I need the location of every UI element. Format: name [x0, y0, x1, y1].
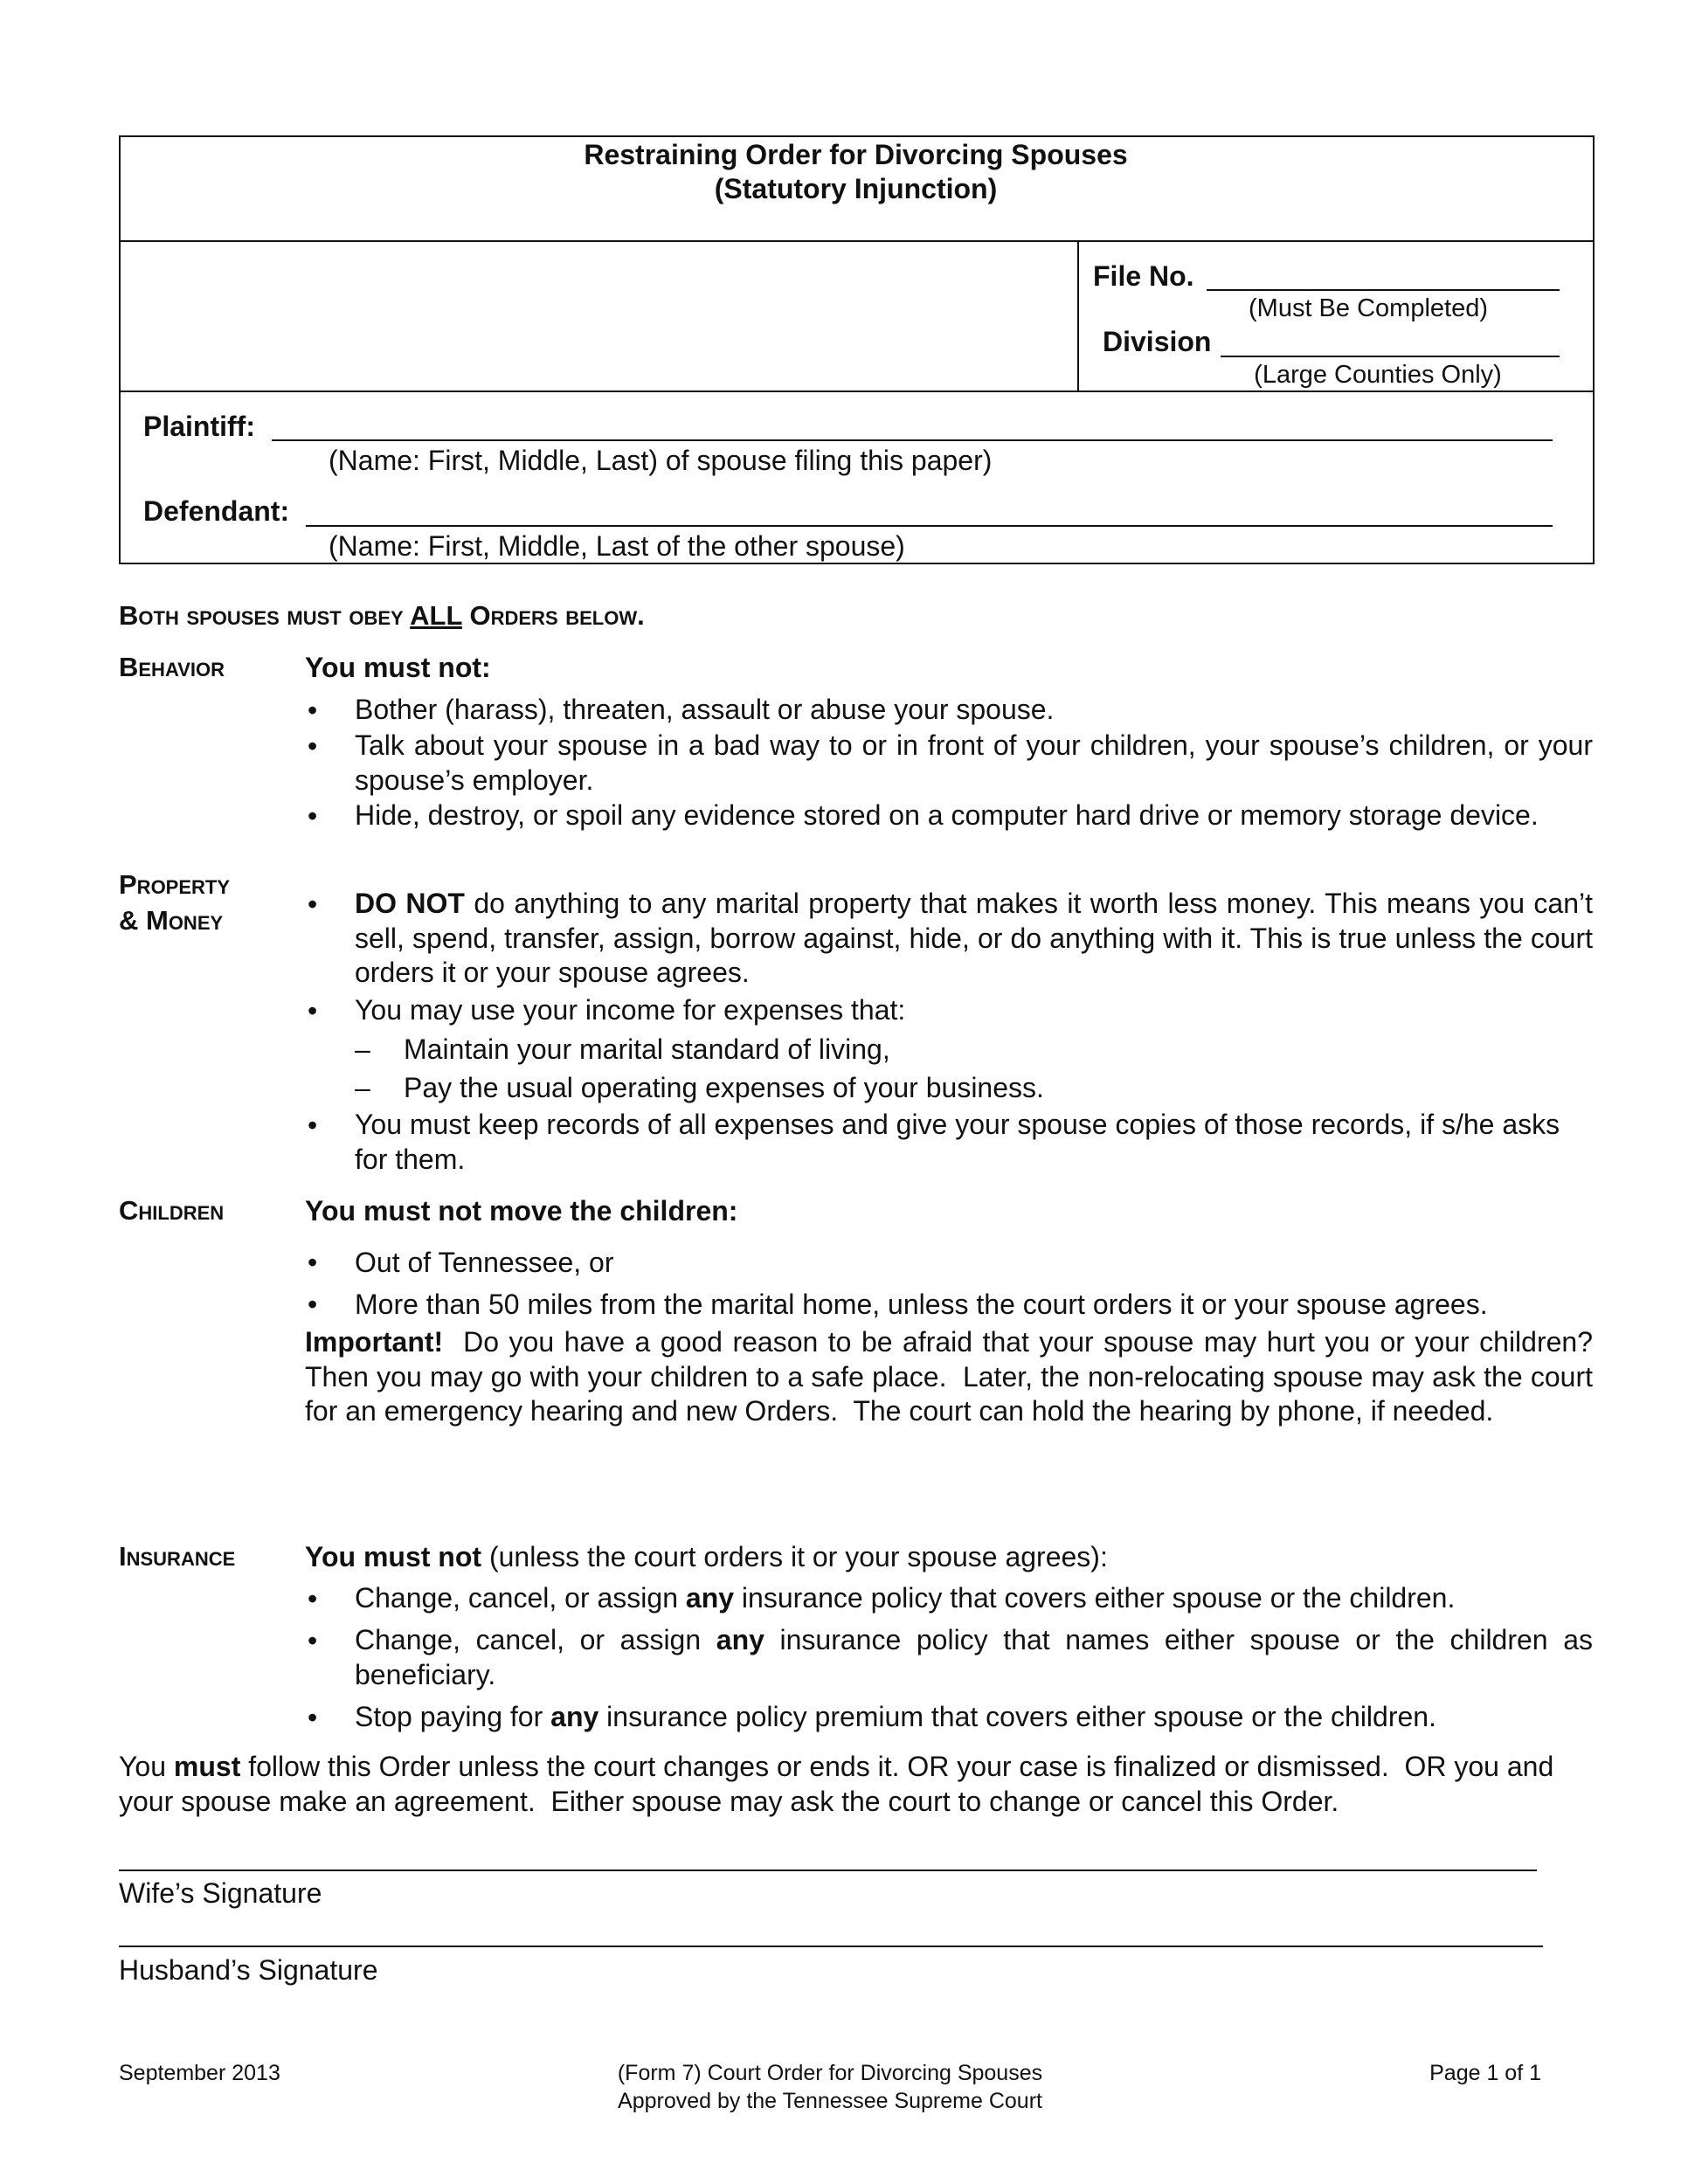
property-emph: DO NOT: [355, 888, 465, 919]
behavior-item: Talk about your spouse in a bad way to or in front of your children, your spouse’s children, or your spouse’s employer.: [355, 729, 1593, 796]
footer-form: (Form 7) Court Order for Divorcing Spouses: [617, 2061, 1043, 2085]
page-title: Restraining Order for Divorcing Spouses: [584, 139, 1128, 170]
bullet-icon: •: [308, 995, 318, 1026]
bullet-icon: •: [308, 1247, 318, 1278]
important-note: [305, 1325, 1601, 1429]
property-item: [355, 887, 1593, 991]
bullet-icon: •: [308, 1702, 318, 1733]
insurance-lead-bold: You must not: [305, 1541, 482, 1572]
intro-post: Orders below.: [461, 600, 645, 631]
bullet-icon: •: [308, 730, 318, 762]
insurance-lead: [305, 1539, 1108, 1574]
important-text: Do you have a good reason to be afraid that your spouse may hurt you or your children? Then you may go with your children to a safe place. Later, the non-relocating spouse may ask the court for an emergency hearing and new Orders. The court can hold the hearing by phone, if needed.: [305, 1326, 1601, 1427]
behavior-item: Bother (harass), threaten, assault or abuse your spouse.: [355, 694, 1055, 725]
closing-paragraph: [119, 1750, 1613, 1819]
footer-date: September 2013: [119, 2061, 280, 2085]
closing-text: follow this Order unless the court changes or ends it. OR your case is finalized or dismissed. OR you and your spouse make an agreement. Either spouse may ask the court to change or cancel this Order.: [119, 1751, 1562, 1817]
insurance-item-text: insurance policy that names either spouse or the children as beneficiary.: [355, 1624, 1594, 1690]
husband-signature-label: Husband’s Signature: [119, 1954, 378, 1986]
intro-emph: ALL: [410, 600, 462, 631]
section-label-insurance: Insurance: [119, 1541, 236, 1572]
insurance-item-emph: any: [716, 1624, 764, 1655]
bullet-icon: •: [308, 1109, 318, 1141]
bullet-icon: •: [308, 1289, 318, 1320]
behavior-item: Hide, destroy, or spoil any evidence stored on a computer hard drive or memory storage device.: [355, 799, 1539, 831]
intro-heading: [119, 598, 645, 633]
property-text: do anything to any marital property that makes it worth less money. This means you can’t sell, spend, transfer, assign, borrow against, hide, or do anything with it. This is true unless the court orders it or your spouse agrees.: [355, 888, 1594, 988]
section-label-property: Property: [119, 869, 231, 900]
file-no-note: (Must Be Completed): [1249, 294, 1488, 322]
section-label-children: Children: [119, 1195, 225, 1226]
behavior-lead: You must not:: [305, 652, 491, 683]
file-no-label: File No.: [1093, 260, 1194, 292]
defendant-label: Defendant:: [143, 495, 290, 527]
insurance-item-text: Change, cancel, or assign: [355, 1624, 716, 1655]
defendant-note: (Name: First, Middle, Last of the other spouse): [329, 530, 905, 562]
page-subtitle: (Statutory Injunction): [714, 173, 998, 204]
footer-approval: Approved by the Tennessee Supreme Court: [618, 2089, 1042, 2113]
section-label-behavior: Behavior: [119, 652, 225, 682]
insurance-item-emph: any: [685, 1582, 735, 1614]
bullet-icon: •: [308, 1583, 318, 1614]
defendant-field[interactable]: [306, 525, 1553, 527]
property-item: You may use your income for expenses that:: [355, 994, 906, 1026]
bullet-icon: •: [308, 800, 318, 832]
plaintiff-note: (Name: First, Middle, Last) of spouse filing this paper): [329, 445, 993, 476]
plaintiff-label: Plaintiff:: [143, 411, 255, 442]
insurance-item: [355, 1623, 1593, 1692]
wife-signature-line[interactable]: [119, 1870, 1537, 1871]
dash-icon: –: [355, 1072, 370, 1103]
footer-page: Page 1 of 1: [1429, 2061, 1541, 2085]
bullet-icon: •: [308, 888, 318, 920]
husband-signature-line[interactable]: [119, 1946, 1543, 1947]
insurance-item-text: insurance policy premium that covers either spouse or the children.: [598, 1701, 1436, 1732]
insurance-item: [355, 1700, 1593, 1735]
property-subitem: Pay the usual operating expenses of your business.: [404, 1072, 1044, 1103]
insurance-item-emph: any: [550, 1701, 599, 1732]
children-item: More than 50 miles from the marital home, unless the court orders it or your spouse agrees.: [355, 1289, 1488, 1320]
property-subitem: Maintain your marital standard of living,: [404, 1033, 890, 1065]
division-label: Division: [1103, 326, 1212, 357]
wife-signature-label: Wife’s Signature: [119, 1877, 322, 1909]
divider: [119, 240, 1593, 242]
property-item: You must keep records of all expenses and give your spouse copies of those records, if s/he asks for them.: [355, 1109, 1560, 1175]
insurance-item: [355, 1581, 1593, 1616]
insurance-item-text: Change, cancel, or assign: [355, 1582, 686, 1614]
dash-icon: –: [355, 1033, 370, 1065]
closing-emph: must: [173, 1751, 241, 1782]
plaintiff-field[interactable]: [272, 439, 1553, 441]
division-note: (Large Counties Only): [1254, 361, 1502, 389]
closing-text: You: [119, 1751, 174, 1782]
children-item: Out of Tennessee, or: [355, 1247, 614, 1278]
insurance-item-text: Stop paying for: [355, 1701, 551, 1732]
important-label: Important!: [305, 1326, 444, 1358]
divider: [1077, 241, 1079, 391]
children-lead: You must not move the children:: [305, 1195, 738, 1227]
bullet-icon: •: [308, 695, 318, 726]
insurance-item-text: insurance policy that covers either spouse or the children.: [734, 1582, 1456, 1614]
intro-pre: Both spouses must obey: [119, 600, 411, 631]
insurance-lead-text: (unless the court orders it or your spouse agrees):: [481, 1541, 1108, 1572]
section-label-money: & Money: [119, 905, 224, 936]
bullet-icon: •: [308, 1625, 318, 1656]
